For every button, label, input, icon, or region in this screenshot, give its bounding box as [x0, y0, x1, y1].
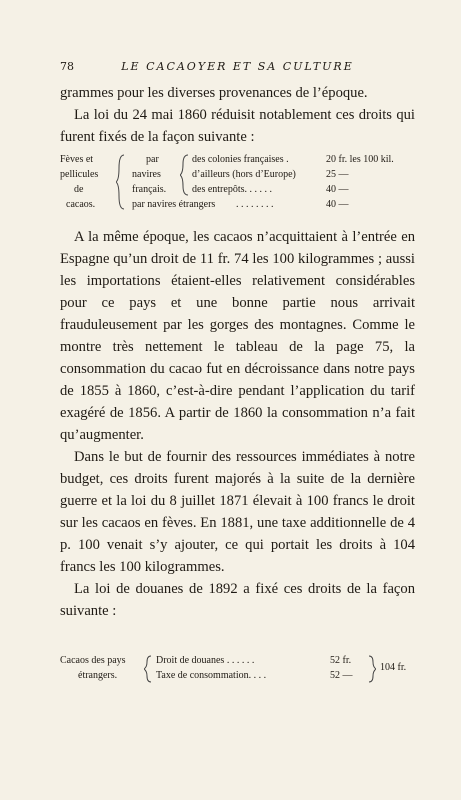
table1-row-desc: des entrepôts. . . . . . [192, 184, 272, 195]
paragraph-loi-1860: La loi du 24 mai 1860 réduisit notablement ces droits qui furent fixés de la façon suivante : [60, 107, 415, 145]
table1-row-value: 20 fr. les 100 kil. [326, 154, 394, 165]
table2-total: 104 fr. [380, 662, 407, 673]
table1-mid-label: par navires étrangers [132, 199, 216, 210]
brace-right-icon [368, 655, 376, 683]
table2-row-desc: Taxe de consommation. . . . [156, 670, 267, 681]
continuation-line: grammes pour les diverses provenances de l’époque. [60, 85, 368, 101]
brace-icon [116, 154, 126, 210]
table1-left-label: Fèves et [60, 154, 94, 165]
table1-row-value: 25 — [326, 169, 349, 180]
table2-row-value: 52 fr. [330, 655, 352, 666]
page-number: 78 [60, 60, 74, 73]
table1-row-desc: d’ailleurs (hors d’Europe) [192, 169, 296, 180]
table1-row-value: 40 — [326, 184, 349, 195]
duty-table-1892 [60, 653, 420, 685]
body-text [60, 226, 415, 622]
table1-row-value: 40 — [326, 199, 349, 210]
table2-left-label: Cacaos des pays [60, 655, 126, 666]
table1-mid-label: français. [132, 184, 167, 195]
table1-left-label: pellicules [60, 169, 99, 180]
table1-row-desc: . . . . . . . . [236, 199, 274, 210]
table1-left-label: de [74, 184, 84, 195]
paragraph-loi-1871: Dans le but de fournir des ressources immédiates à notre budget, ces droits furent majorés à la suite de la dernière guerre et la loi du 8 juillet 1871 élevait à 100 francs le droit sur les cacaos en fèves. En 1881, une taxe additionnelle de 4 p. 100 venait s’y ajouter, ce qui portait les droits à 104 francs les 100 kilogrammes. [60, 449, 415, 575]
duty-table-1860 [60, 152, 420, 214]
intro-text [60, 82, 415, 148]
table2-left-label: étrangers. [78, 670, 118, 681]
brace-icon [180, 154, 190, 196]
paragraph-loi-1892: La loi de douanes de 1892 a fixé ces droits de la façon suivante : [60, 581, 415, 619]
table1-mid-label: par [146, 154, 159, 165]
table1-row-desc: des colonies françaises . [192, 154, 289, 165]
table2-row-desc: Droit de douanes . . . . . . [156, 655, 255, 666]
table1-mid-label: navires [132, 169, 161, 180]
table2-row-value: 52 — [330, 670, 353, 681]
running-title: LE CACAOYER ET SA CULTURE [121, 60, 354, 73]
brace-icon [144, 655, 152, 683]
paragraph-espagne: A la même époque, les cacaos n’acquittaient à l’entrée en Espagne qu’un droit de 11 fr. 74 les 100 kilogrammes ; aussi les importations étaient-elles relativement considérables pour ce pays et une bonne partie nous arrivait frauduleusement par les gorges des montagnes. Comme le montre très nettement le tableau de la page 75, la consommation du cacao fut en décroissance dans notre pays de 1855 à 1860, c’est-à-dire pendant l’application du tarif exagéré de 1856. A partir de 1860 la consommation n’a fait qu’augmenter. [60, 229, 415, 443]
table1-left-label: cacaos. [66, 199, 96, 210]
